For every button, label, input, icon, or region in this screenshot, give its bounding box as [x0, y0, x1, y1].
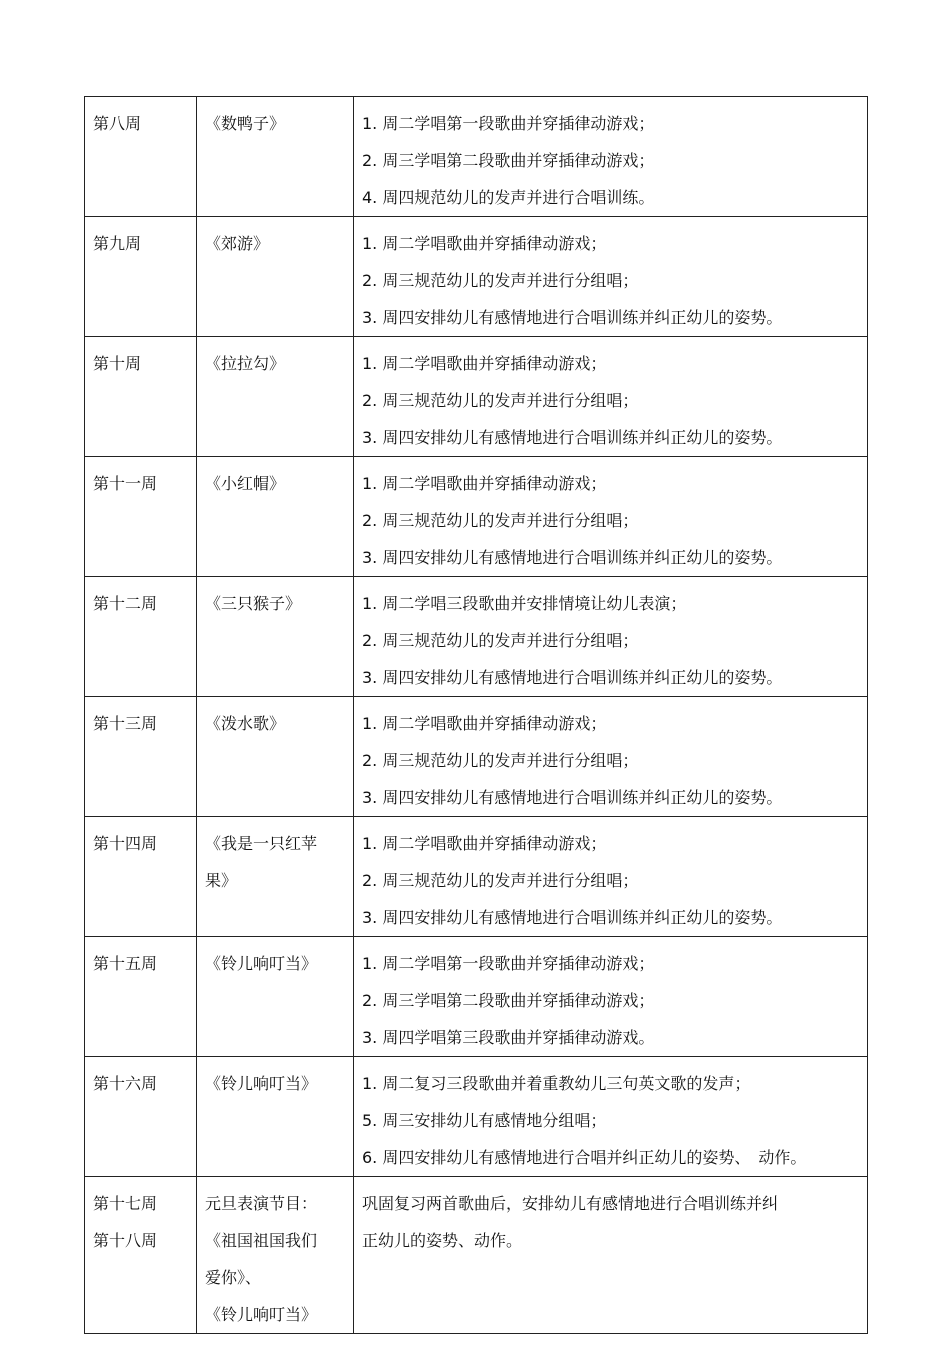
week-cell [85, 1177, 197, 1334]
song-cell [197, 817, 354, 937]
activities-cell-line: 1. 周二学唱第一段歌曲并穿插律动游戏； [362, 114, 655, 133]
activities-cell-line: 3. 周四安排幼儿有感情地进行合唱训练并纠正幼儿的姿势。 [362, 548, 783, 567]
song-cell-line: 《铃儿响叮当》 [205, 1305, 318, 1324]
song-cell [197, 697, 354, 817]
table-row [85, 937, 868, 1057]
week-cell [85, 217, 197, 337]
song-cell [197, 217, 354, 337]
activities-cell-line: 3. 周四安排幼儿有感情地进行合唱训练并纠正幼儿的姿势。 [362, 788, 783, 807]
week-cell [85, 817, 197, 937]
activities-cell-line: 1. 周二学唱歌曲并穿插律动游戏； [362, 234, 607, 253]
song-cell-line: 《祖国祖国我们 [205, 1231, 318, 1250]
week-cell-line: 第十四周 [93, 834, 158, 853]
activities-cell-line: 2. 周三规范幼儿的发声并进行分组唱； [362, 751, 639, 770]
song-cell [197, 1177, 354, 1334]
week-cell [85, 577, 197, 697]
activities-cell [354, 97, 868, 217]
week-cell-line: 第十三周 [93, 714, 158, 733]
week-cell [85, 97, 197, 217]
activities-cell [354, 1057, 868, 1177]
activities-cell [354, 697, 868, 817]
activities-cell-line: 1. 周二学唱歌曲并穿插律动游戏； [362, 714, 607, 733]
song-cell-line: 《铃儿响叮当》 [205, 1074, 318, 1093]
week-cell-line: 第十五周 [93, 954, 158, 973]
activities-cell-line: 2. 周三规范幼儿的发声并进行分组唱； [362, 391, 639, 410]
music-plan-table [84, 96, 868, 1334]
activities-cell-line: 2. 周三规范幼儿的发声并进行分组唱； [362, 271, 639, 290]
activities-cell-line: 1. 周二复习三段歌曲并着重教幼儿三句英文歌的发声； [362, 1074, 751, 1093]
week-cell-line: 第十周 [93, 354, 142, 373]
table-row [85, 1177, 868, 1334]
activities-cell-line: 3. 周四学唱第三段歌曲并穿插律动游戏。 [362, 1028, 655, 1047]
song-cell [197, 937, 354, 1057]
activities-cell-line: 巩固复习两首歌曲后，安排幼儿有感情地进行合唱训练并纠 [362, 1194, 779, 1213]
activities-cell-line: 2. 周三规范幼儿的发声并进行分组唱； [362, 631, 639, 650]
activities-cell-line: 5. 周三安排幼儿有感情地分组唱； [362, 1111, 607, 1130]
song-cell-line: 《泼水歌》 [205, 714, 286, 733]
activities-cell-line: 1. 周二学唱歌曲并穿插律动游戏； [362, 354, 607, 373]
activities-cell-line: 2. 周三学唱第二段歌曲并穿插律动游戏； [362, 151, 655, 170]
song-cell-line: 元旦表演节目： [205, 1194, 318, 1213]
activities-cell-line: 2. 周三规范幼儿的发声并进行分组唱； [362, 871, 639, 890]
table-row [85, 1057, 868, 1177]
week-cell [85, 457, 197, 577]
activities-cell [354, 217, 868, 337]
activities-cell-line: 2. 周三学唱第二段歌曲并穿插律动游戏； [362, 991, 655, 1010]
activities-cell [354, 817, 868, 937]
table-row [85, 817, 868, 937]
activities-cell [354, 457, 868, 577]
activities-cell [354, 577, 868, 697]
activities-cell-line: 1. 周二学唱歌曲并穿插律动游戏； [362, 834, 607, 853]
song-cell [197, 1057, 354, 1177]
song-cell-line: 《数鸭子》 [205, 114, 286, 133]
song-cell-line: 《铃儿响叮当》 [205, 954, 318, 973]
song-cell-line: 果》 [205, 871, 238, 890]
week-cell-line: 第十一周 [93, 474, 158, 493]
table-row [85, 697, 868, 817]
activities-cell [354, 937, 868, 1057]
activities-cell-line: 3. 周四安排幼儿有感情地进行合唱训练并纠正幼儿的姿势。 [362, 668, 783, 687]
activities-cell-line: 3. 周四安排幼儿有感情地进行合唱训练并纠正幼儿的姿势。 [362, 428, 783, 447]
table-row [85, 457, 868, 577]
week-cell-line: 第十二周 [93, 594, 158, 613]
activities-cell [354, 1177, 868, 1334]
week-cell-line: 第九周 [93, 234, 142, 253]
activities-cell-line: 4. 周四规范幼儿的发声并进行合唱训练。 [362, 188, 655, 207]
song-cell-line: 《郊游》 [205, 234, 270, 253]
activities-cell-line: 6. 周四安排幼儿有感情地进行合唱并纠正幼儿的姿势、 动作。 [362, 1148, 807, 1167]
week-cell [85, 697, 197, 817]
week-cell [85, 937, 197, 1057]
song-cell-line: 《三只猴子》 [205, 594, 302, 613]
week-cell [85, 1057, 197, 1177]
table-row [85, 577, 868, 697]
week-cell-line: 第十六周 [93, 1074, 158, 1093]
song-cell [197, 577, 354, 697]
song-cell [197, 337, 354, 457]
activities-cell-line: 3. 周四安排幼儿有感情地进行合唱训练并纠正幼儿的姿势。 [362, 908, 783, 927]
table-row [85, 337, 868, 457]
table-row [85, 97, 868, 217]
song-cell-line: 爱你》、 [205, 1268, 262, 1287]
song-cell-line: 《拉拉勾》 [205, 354, 286, 373]
week-cell-line: 第八周 [93, 114, 142, 133]
activities-cell-line: 3. 周四安排幼儿有感情地进行合唱训练并纠正幼儿的姿势。 [362, 308, 783, 327]
activities-cell-line: 正幼儿的姿势、动作。 [362, 1231, 523, 1250]
activities-cell-line: 1. 周二学唱歌曲并穿插律动游戏； [362, 474, 607, 493]
week-cell [85, 337, 197, 457]
song-cell-line: 《我是一只红苹 [205, 834, 318, 853]
table-row [85, 217, 868, 337]
week-cell-line: 第十七周 [93, 1194, 158, 1213]
activities-cell-line: 2. 周三规范幼儿的发声并进行分组唱； [362, 511, 639, 530]
song-cell [197, 97, 354, 217]
song-cell [197, 457, 354, 577]
song-cell-line: 《小红帽》 [205, 474, 286, 493]
activities-cell-line: 1. 周二学唱三段歌曲并安排情境让幼儿表演； [362, 594, 687, 613]
table-body [85, 97, 868, 1334]
activities-cell [354, 337, 868, 457]
week-cell-line: 第十八周 [93, 1231, 158, 1250]
activities-cell-line: 1. 周二学唱第一段歌曲并穿插律动游戏； [362, 954, 655, 973]
